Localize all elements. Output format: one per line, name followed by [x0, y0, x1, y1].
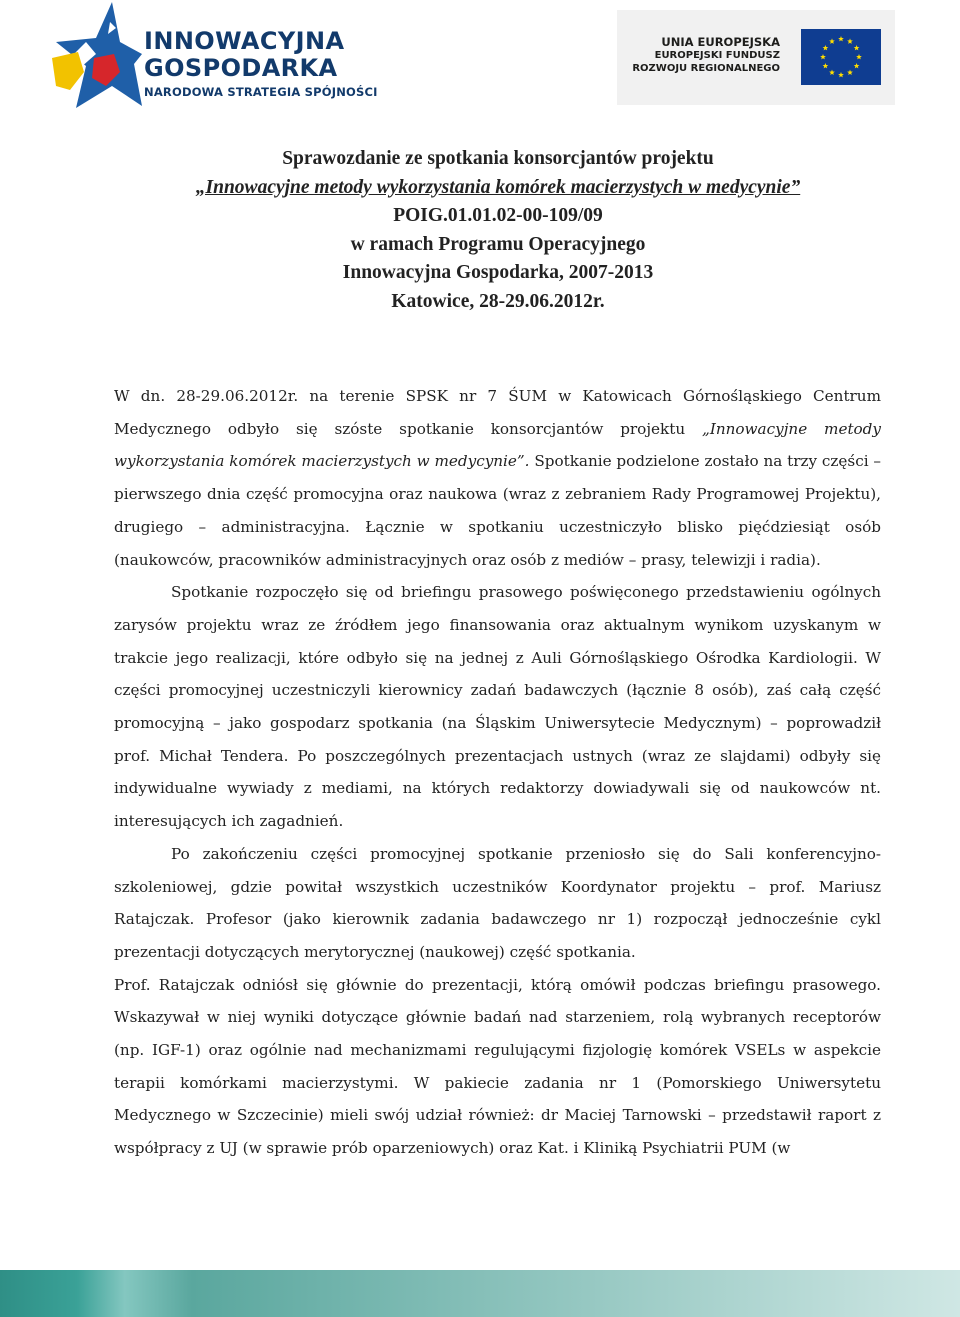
- project-name: „Innowacyjne metody wykorzystania komórek macierzystych w medycynie”: [195, 176, 801, 198]
- eu-flag-icon: [801, 29, 881, 85]
- eu-wordmark: [632, 35, 780, 75]
- title-line-4: w ramach Programu Operacyjnego: [350, 233, 646, 255]
- innowacyjna-gospodarka-logo: [50, 2, 390, 112]
- eu-logo: [617, 10, 895, 105]
- eu-line-2: EUROPEJSKI FUNDUSZ: [654, 50, 780, 61]
- project-code: POIG.01.01.02-00-109/09: [393, 205, 603, 226]
- ig-line-3: NARODOWA STRATEGIA SPÓJNOŚCI: [144, 85, 378, 99]
- paragraph-4: Prof. Ratajczak odniósł się głównie do prezentacji, którą omówił podczas briefingu prasowego. Wskazywał w niej wyniki dotyczące głównie badań nad starzeniem, rolą wybranych receptorów (np. IGF-1) oraz ogólnie nad mechanizmami regulującymi fizjologię komórek VSELs w aspekcie terapii komórkami macierzystymi. W pakiecie zadania nr 1 (Pomorskiego Uniwersytetu Medycznego w Szczecinie) mieli swój udział również: dr Maciej Tarnowski – przedstawił raport z współpracy z UJ (w sprawie prób oparzeniowych) oraz Kat. i Kliniką Psychiatrii PUM (w: [114, 975, 881, 1158]
- eu-line-1: UNIA EUROPEJSKA: [661, 35, 780, 49]
- report-body: [114, 380, 881, 1165]
- ig-line-1: INNOWACYJNA: [144, 27, 345, 55]
- report-title: [0, 145, 960, 316]
- footer-band: [0, 1270, 960, 1317]
- paragraph-1-text-b: Spotkanie podzielone zostało na trzy części – pierwszego dnia część promocyjna oraz naukowa (wraz z zebraniem Rady Programowej Projektu), drugiego – administracyjna. Łącznie w spotkaniu uczestniczyło blisko pięćdziesiąt osób (naukowców, pracowników administracyjnych oraz osób z mediów – prasy, telewizji i radia).: [114, 452, 881, 569]
- title-date: Katowice, 28-29.06.2012r.: [391, 290, 605, 312]
- title-line-5: Innowacyjna Gospodarka, 2007-2013: [342, 262, 654, 283]
- paragraph-3: Po zakończeniu części promocyjnej spotkanie przeniosło się do Sali konferencyjno-szkoleniowej, gdzie powitał wszystkich uczestników Koordynator projektu – prof. Mariusz Ratajczak. Profesor (jako kierownik zadania badawczego nr 1) rozpoczął jednocześnie cykl prezentacji dotyczących merytorycznej (naukowej) część spotkania.: [114, 844, 881, 961]
- eu-line-3: ROZWOJU REGIONALNEGO: [632, 63, 780, 74]
- title-line-1: Sprawozdanie ze spotkania konsorcjantów projektu: [282, 148, 714, 169]
- ig-line-2: GOSPODARKA: [144, 54, 338, 82]
- ig-wordmark: [144, 28, 378, 99]
- paragraph-2: Spotkanie rozpoczęło się od briefingu prasowego poświęconego przedstawieniu ogólnych zarysów projektu wraz ze źródłem jego finansowania oraz aktualnym wynikom uzyskanym w trakcie jego realizacji, które odbyło się na jednej z Auli Górnośląskiego Ośrodka Kardiologii. W części promocyjnej uczestniczyli kierownicy zadań badawczych (łącznie 8 osób), zaś całą część promocyjną – jako gospodarz spotkania (na Śląskim Uniwersytecie Medycznym) – poprowadził prof. Michał Tendera. Po poszczególnych prezentacjach ustnych (wraz ze slajdami) odbyły się indywidualne wywiady z mediami, na których redaktorzy dowiadywali się od naukowców nt. interesujących ich zagadnień.: [114, 583, 881, 831]
- paragraph-1: [114, 380, 881, 576]
- paragraph-1-text-a: W dn. 28-29.06.2012r. na terenie SPSK nr 7 ŚUM w Katowicach Górnośląskiego Centrum Medycznego odbyło się szóste spotkanie konsorcjantów projektu: [114, 387, 881, 438]
- star-emblem-icon: [50, 2, 142, 110]
- paragraph-1-project-name: „Innowacyjne metody wykorzystania komórek macierzystych w medycynie”.: [114, 419, 881, 471]
